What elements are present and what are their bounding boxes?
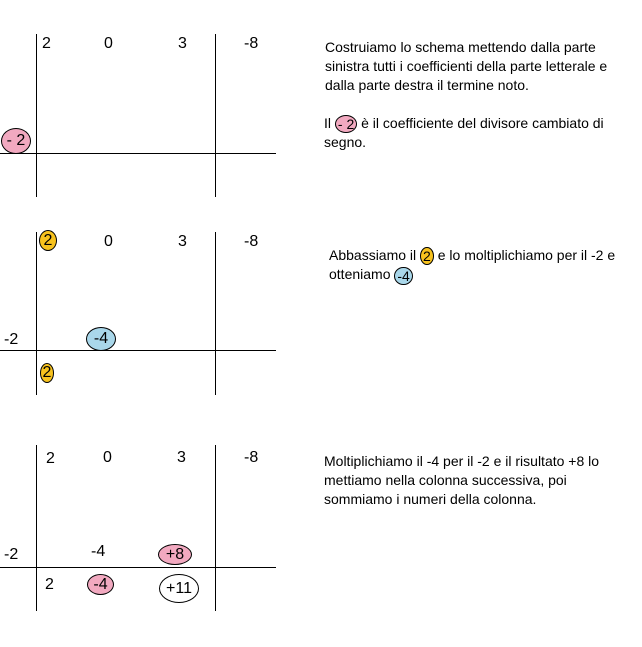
step3-known-term: -8: [244, 449, 259, 466]
step3-left-vertical-line: [36, 445, 37, 611]
step2-desc-product-ellipse: -4: [394, 267, 412, 285]
step2-product-ellipse: -4: [86, 327, 116, 351]
step1-left-vertical-line: [36, 34, 37, 197]
step1-right-vertical-line: [215, 34, 216, 197]
step2-left-vertical-line: [36, 232, 37, 395]
step1-known-term: -8: [244, 35, 259, 52]
step3-divisor: -2: [4, 546, 19, 563]
step2-description: Abbassiamo il 2 e lo moltiplichiamo per il -2 e otteniamo -4: [329, 247, 616, 284]
step3-result-2-ellipse: -4: [87, 574, 114, 595]
step2-right-vertical-line: [215, 232, 216, 395]
step1-desc-paragraph-2: Il - 2 è il coefficiente del divisore cambiato di segno.: [324, 115, 604, 151]
step3-right-vertical-line: [215, 445, 216, 611]
step3-result-3-ellipse: +11: [159, 574, 199, 603]
step2-horizontal-line: [0, 350, 276, 351]
step1-coefficient-1: 2: [42, 35, 51, 52]
step2-known-term: -8: [244, 233, 259, 250]
step2-divisor: -2: [4, 331, 19, 348]
step1-desc-paragraph-1: Costruiamo lo schema mettendo dalla parte sinistra tutti i coefficienti della parte letterale e dalla parte destra il termine noto.: [325, 39, 608, 93]
step2-desc-result-ellipse: 2: [420, 247, 434, 265]
step2-coefficient-3: 3: [178, 233, 187, 250]
step1-desc-divisor-ellipse: - 2: [335, 115, 357, 133]
step2-result-1-ellipse: 2: [40, 363, 54, 383]
step1-description: [325, 38, 615, 152]
step2-coefficient-1-ellipse: 2: [39, 230, 57, 251]
step3-horizontal-line: [0, 567, 276, 568]
step3-product-1: -4: [91, 543, 106, 560]
step1-divisor-ellipse: - 2: [1, 128, 31, 154]
step1-horizontal-line: [0, 153, 276, 154]
step3-coefficient-2: 0: [103, 449, 112, 466]
step3-coefficient-1: 2: [46, 450, 55, 467]
step3-result-1: 2: [45, 576, 54, 593]
step1-coefficient-2: 0: [104, 35, 113, 52]
step3-coefficient-3: 3: [177, 449, 186, 466]
step1-coefficient-3: 3: [178, 35, 187, 52]
step2-coefficient-2: 0: [104, 233, 113, 250]
step3-description: Moltiplichiamo il -4 per il -2 e il risultato +8 lo mettiamo nella colonna successiva, poi sommiamo i numeri della colonna.: [324, 453, 600, 507]
step3-product-2-ellipse: +8: [158, 544, 192, 565]
